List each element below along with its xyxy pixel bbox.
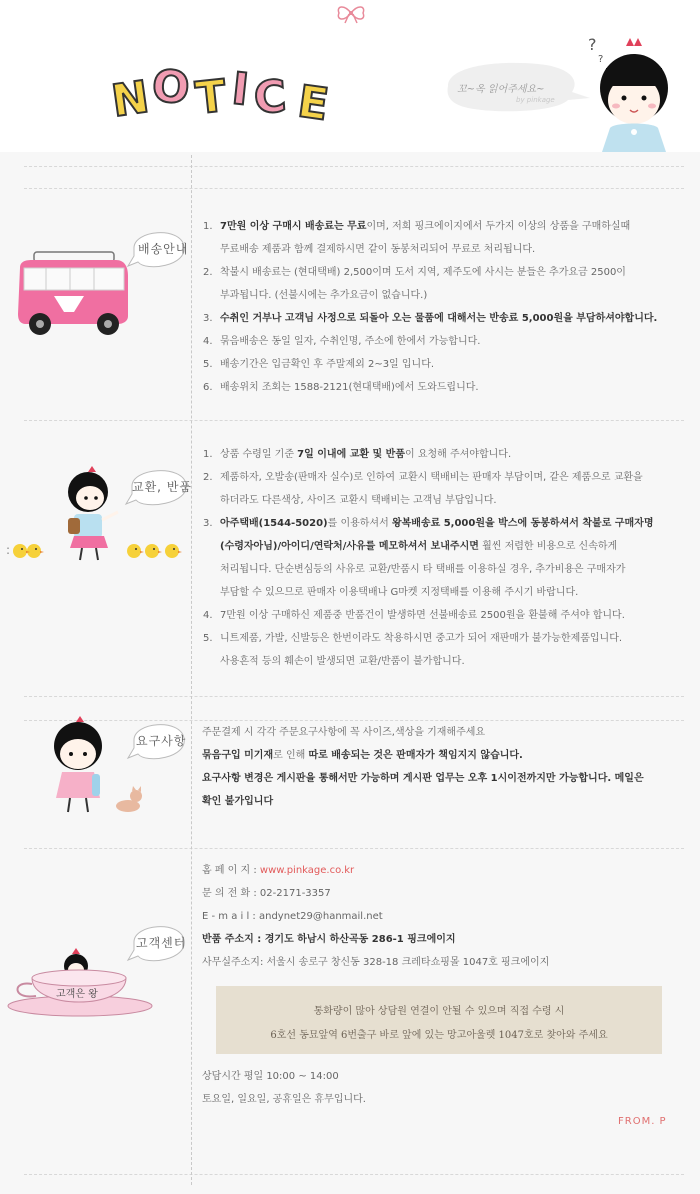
email-link[interactable]: andynet29@hanmail.net	[258, 911, 383, 922]
homepage-link[interactable]: www.pinkage.co.kr	[259, 865, 355, 876]
shipping-item-2: 2. 착불시 배송료는 (현대택배) 2,500이며 도서 지역, 제주도에 사시는 분들은 추가요금 2500이	[203, 267, 626, 278]
girl-cat-illustration	[40, 716, 150, 816]
homepage-row: 홈 페 이 지 : www.pinkage.co.kr	[202, 865, 355, 876]
closed-row: 토요일, 일요일, 공휴일은 휴무입니다.	[202, 1094, 366, 1105]
speech-sign: by pinkage	[516, 96, 555, 104]
svg-text::: :	[6, 543, 11, 557]
requests-line-3: 요구사항 변경은 게시판을 통해서만 가능하며 게시판 업무는 오후 1시이전까지만 가능합니다. 메일은	[202, 773, 644, 784]
shipping-item-1-cont: 무료배송 제품과 함께 결제하시면 같이 동봉처리되어 무료로 처리됩니다.	[220, 244, 536, 255]
shipping-item-2-cont: 부과됩니다. (선불시에는 추가요금이 없습니다.)	[220, 290, 428, 301]
svg-text:?: ?	[598, 54, 604, 65]
notice-header	[0, 0, 700, 152]
memo-line-2: 6호선 동묘앞역 6번출구 바로 앞에 있는 망고아울렛 1047호로 찾아와 주세요	[270, 1030, 608, 1041]
label-exchange: 교환, 반품	[132, 480, 192, 494]
email-row: E - m a i l : andynet29@hanmail.net	[202, 911, 383, 922]
return-address-row: 반품 주소지 : 경기도 하남시 하산곡동 286-1 핑크에이지	[202, 934, 456, 945]
requests-line-4: 확인 불가입니다	[202, 796, 274, 807]
shipping-item-5: 5. 배송기간은 입금확인 후 주말제외 2~3일 입니다.	[203, 359, 435, 370]
office-address-row: 사무실주소지: 서울시 송로구 창신동 328-18 크레타쇼핑몰 1047호 핑크에이지	[202, 957, 550, 968]
chicks-illustration	[6, 538, 192, 562]
exchange-item-5: 5. 니트제품, 가발, 신발등은 한번이라도 착용하시면 중고가 되어 재판매가 불가능한제품입니다.	[203, 633, 623, 644]
margin-line	[191, 155, 192, 1185]
memo-note	[216, 986, 662, 1054]
notice-title	[108, 60, 342, 131]
label-center: 고객센터	[136, 936, 187, 950]
label-shipping: 배송안내	[138, 242, 189, 256]
title-letter-t: T	[193, 70, 229, 125]
phone-row: 문 의 전 화 : 02-2171-3357	[202, 888, 331, 899]
teacup-text: 고객은 왕	[56, 989, 98, 1000]
label-requests: 요구사항	[136, 734, 187, 748]
exchange-item-3-cont-3: 부담할 수 있으므로 판매자 이용택배나 G마켓 지정택배를 이용해 주시기 바랍니다.	[220, 587, 579, 598]
title-letter-o: O	[150, 60, 192, 115]
title-letter-n: N	[108, 71, 153, 128]
requests-line-1: 주문결제 시 각각 주문요구사항에 꼭 사이즈,색상을 기재해주세요	[202, 727, 486, 738]
exchange-item-3-cont-2: 처리됩니다. 단순변심등의 사유로 교환/반품시 타 택배를 이용하실 경우, 추가비용은 구매자가	[220, 564, 626, 575]
teacup-illustration	[6, 944, 156, 1018]
girl-character-illustration	[578, 32, 690, 152]
title-letter-i: I	[229, 63, 252, 116]
shipping-item-4: 4. 묶음배송은 동일 일자, 수취인명, 주소에 한에서 가능합니다.	[203, 336, 481, 347]
title-letter-c: C	[252, 70, 289, 125]
shipping-item-1: 1. 7만원 이상 구매시 배송료는 무료이며, 저희 핑크에이지에서 두가지 이상의 상품을 구매하실때	[203, 221, 631, 232]
exchange-item-5-cont: 사용흔적 등의 훼손이 발생되면 교환/반품이 불가합니다.	[220, 656, 465, 667]
exchange-item-3-cont-1: (수령자아님)/아이디/연락처/사유를 메모하셔서 보내주시면 훨씬 저렴한 비용으로 신속하게	[220, 541, 618, 552]
svg-text:?: ?	[588, 35, 597, 54]
speech-text: 꼬~옥 읽어주세요~	[457, 84, 545, 95]
title-letter-e: E	[294, 76, 332, 131]
exchange-item-4: 4. 7만원 이상 구매하신 제품중 반품건이 발생하면 선불배송료 2500원을 환불해 주셔야 합니다.	[203, 610, 625, 621]
memo-line-1: 통화량이 많아 상담원 연결이 안될 수 있으며 직접 수령 시	[313, 1006, 565, 1017]
ribbon-icon	[334, 2, 368, 24]
exchange-item-1: 1. 상품 수령일 기준 7일 이내에 교환 및 반품이 요청해 주셔야합니다.	[203, 449, 512, 460]
hours-row: 상담시간 평일 10:00 ~ 14:00	[202, 1071, 339, 1082]
shipping-item-6: 6. 배송위치 조회는 1588-2121(현대택배)에서 도와드립니다.	[203, 382, 479, 393]
exchange-item-2-cont: 하더라도 다른색상, 사이즈 교환시 택배비는 고객님 부담입니다.	[220, 495, 497, 506]
shipping-item-3: 3. 수취인 거부나 고객님 사정으로 되돌아 오는 물품에 대해서는 반송료 5,000원을 부담하셔야합니다.	[203, 313, 658, 324]
exchange-item-2: 2. 제품하자, 오발송(판매자 실수)로 인하여 교환시 택배비는 판매자 부담이며, 같은 제품으로 교환을	[203, 472, 643, 483]
bus-illustration	[14, 248, 132, 338]
requests-line-2: 묶음구입 미기재로 인해 따로 배송되는 것은 판매자가 책임지지 않습니다.	[202, 750, 523, 761]
exchange-item-3: 3. 아주택배(1544-5020)를 이용하셔서 왕복배송료 5,000원을 박스에 동봉하셔서 착불로 구매자명	[203, 518, 654, 529]
signature: FROM. P	[618, 1116, 667, 1127]
